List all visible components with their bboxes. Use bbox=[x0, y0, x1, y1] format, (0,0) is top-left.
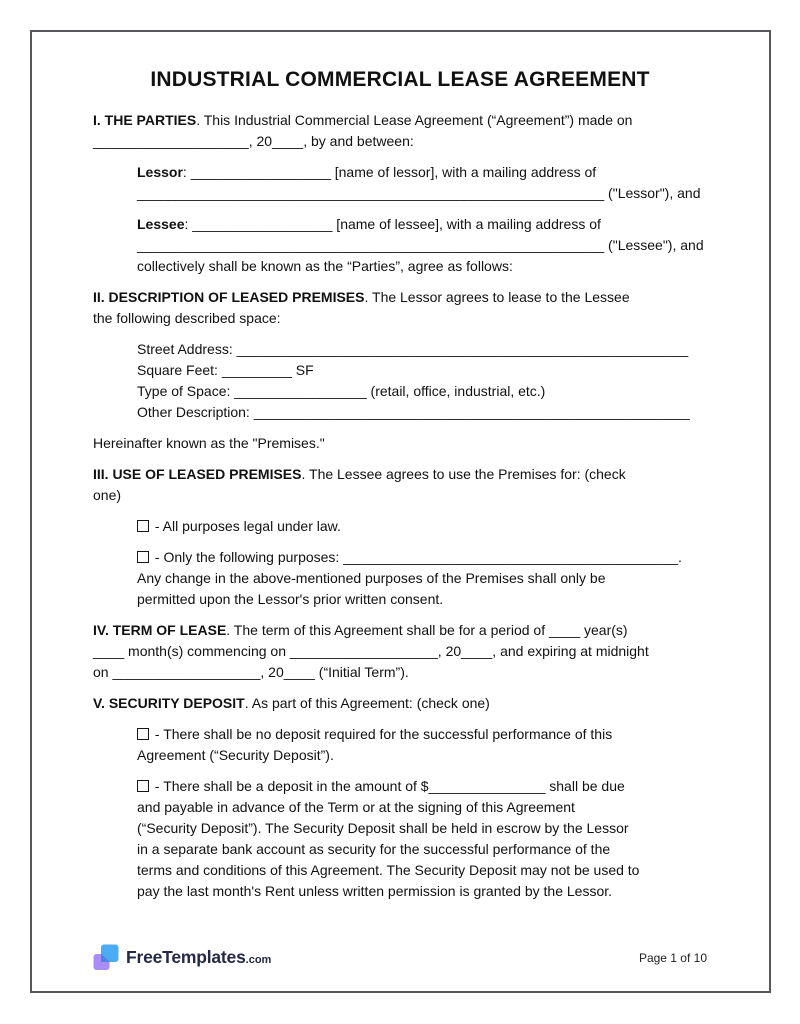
deposit-heading-line bbox=[93, 693, 707, 714]
deposit-option2-line3: (“Security Deposit”). The Security Deposit shall be held in escrow by the Lessor bbox=[137, 820, 629, 836]
freetemplates-logo-icon bbox=[93, 944, 119, 971]
term-line3: on ___________________, 20____ (“Initial Term”). bbox=[93, 664, 409, 680]
document-title: INDUSTRIAL COMMERCIAL LEASE AGREEMENT bbox=[150, 68, 650, 91]
hereinafter-line: Hereinafter known as the "Premises." bbox=[93, 435, 325, 451]
section-deposit bbox=[93, 693, 707, 714]
page-indicator: Page 1 of 10 bbox=[638, 950, 707, 965]
deposit-heading-rest: . As part of this Agreement: (check one) bbox=[244, 695, 490, 711]
lessor-name-rest: : __________________ [name of lessor], with a mailing address of bbox=[182, 164, 597, 180]
use-heading-line2: one) bbox=[93, 487, 122, 503]
premises-heading-line2: the following described space: bbox=[93, 310, 281, 326]
use-option2-line2: Any change in the above-mentioned purposes of the Premises shall only be bbox=[137, 570, 606, 586]
other-description-line: Other Description: ________________________________________________________ bbox=[137, 404, 690, 420]
parties-heading-line bbox=[93, 110, 707, 131]
brand-name: FreeTemplates bbox=[126, 947, 246, 967]
parties-date-line: ____________________, 20____, by and between: bbox=[93, 133, 414, 149]
street-address-line: Street Address: __________________________________________________________ bbox=[137, 341, 689, 357]
use-heading-line bbox=[93, 464, 707, 485]
premises-details-block bbox=[137, 339, 707, 423]
deposit-option2-line4: in a separate bank account as security for the successful performance of the bbox=[137, 841, 611, 857]
term-heading-line bbox=[93, 620, 707, 641]
use-option1-text: - All purposes legal under law. bbox=[151, 518, 341, 534]
lessee-block bbox=[137, 214, 707, 277]
use-option-only-purposes bbox=[137, 547, 707, 610]
section-use bbox=[93, 464, 707, 506]
square-feet-line: Square Feet: _________ SF bbox=[137, 362, 314, 378]
lessee-address-line: ____________________________________________________________ ("Lessee"), and bbox=[137, 237, 704, 253]
section-parties bbox=[93, 110, 707, 152]
lessee-label: Lessee bbox=[137, 216, 185, 232]
page-footer bbox=[93, 944, 707, 971]
use-option2-line3: permitted upon the Lessor's prior written consent. bbox=[137, 591, 444, 607]
brand-text bbox=[126, 947, 271, 968]
checkbox-option-line bbox=[137, 776, 707, 797]
use-option2-text: - Only the following purposes: ___________________________________________. bbox=[151, 549, 682, 565]
lessor-address-line: ____________________________________________________________ ("Lessor"), and bbox=[137, 185, 701, 201]
lessee-name-rest: : __________________ [name of lessee], with a mailing address of bbox=[184, 216, 601, 232]
brand-suffix: .com bbox=[245, 954, 272, 966]
deposit-option2-line6: pay the last month's Rent unless written permission is granted by the Lessor. bbox=[137, 883, 613, 899]
freetemplates-logo bbox=[93, 944, 271, 971]
deposit-option2-line5: terms and conditions of this Agreement. The Security Deposit may not be used to bbox=[137, 862, 640, 878]
lessor-label: Lessor bbox=[137, 164, 183, 180]
deposit-heading: V. SECURITY DEPOSIT bbox=[93, 695, 245, 711]
deposit-option-amount bbox=[137, 776, 707, 902]
premises-heading-line bbox=[93, 287, 707, 308]
use-heading: III. USE OF LEASED PREMISES bbox=[93, 466, 302, 482]
deposit-option-no-deposit bbox=[137, 724, 707, 766]
use-option-all-purposes bbox=[137, 516, 707, 537]
document-page bbox=[30, 30, 771, 993]
lessee-name-line bbox=[137, 214, 707, 235]
lessor-block bbox=[137, 162, 707, 204]
premises-heading: II. DESCRIPTION OF LEASED PREMISES bbox=[93, 289, 365, 305]
term-heading-rest: . The term of this Agreement shall be for a period of ____ year(s) bbox=[226, 622, 628, 638]
parties-heading: I. THE PARTIES bbox=[93, 112, 197, 128]
deposit-option2-text: - There shall be a deposit in the amount of $_______________ shall be due bbox=[151, 778, 625, 794]
checkbox-icon bbox=[137, 520, 149, 532]
parties-heading-rest: . This Industrial Commercial Lease Agreement (“Agreement”) made on bbox=[196, 112, 633, 128]
checkbox-option-line bbox=[137, 547, 707, 568]
section-premises bbox=[93, 287, 707, 329]
checkbox-icon bbox=[137, 728, 149, 740]
deposit-option1-line2: Agreement (“Security Deposit”). bbox=[137, 747, 334, 763]
type-of-space-line: Type of Space: _________________ (retail, office, industrial, etc.) bbox=[137, 383, 546, 399]
parties-collectively-line: collectively shall be known as the “Parties”, agree as follows: bbox=[137, 258, 513, 274]
checkbox-option-line bbox=[137, 724, 707, 745]
premises-heading-rest: . The Lessor agrees to lease to the Lessee bbox=[364, 289, 630, 305]
term-line2: ____ month(s) commencing on ___________________, 20____, and expiring at midnight bbox=[93, 643, 649, 659]
checkbox-option-line bbox=[137, 516, 707, 537]
checkbox-icon bbox=[137, 780, 149, 792]
hereinafter-note bbox=[93, 433, 707, 454]
lessor-name-line bbox=[137, 162, 707, 183]
checkbox-icon bbox=[137, 551, 149, 563]
deposit-option2-line2: and payable in advance of the Term or at the signing of this Agreement bbox=[137, 799, 575, 815]
term-heading: IV. TERM OF LEASE bbox=[93, 622, 227, 638]
deposit-option1-text: - There shall be no deposit required for the successful performance of this bbox=[151, 726, 613, 742]
use-heading-rest: . The Lessee agrees to use the Premises for: (check bbox=[301, 466, 626, 482]
section-term bbox=[93, 620, 707, 683]
document-content bbox=[32, 32, 769, 902]
